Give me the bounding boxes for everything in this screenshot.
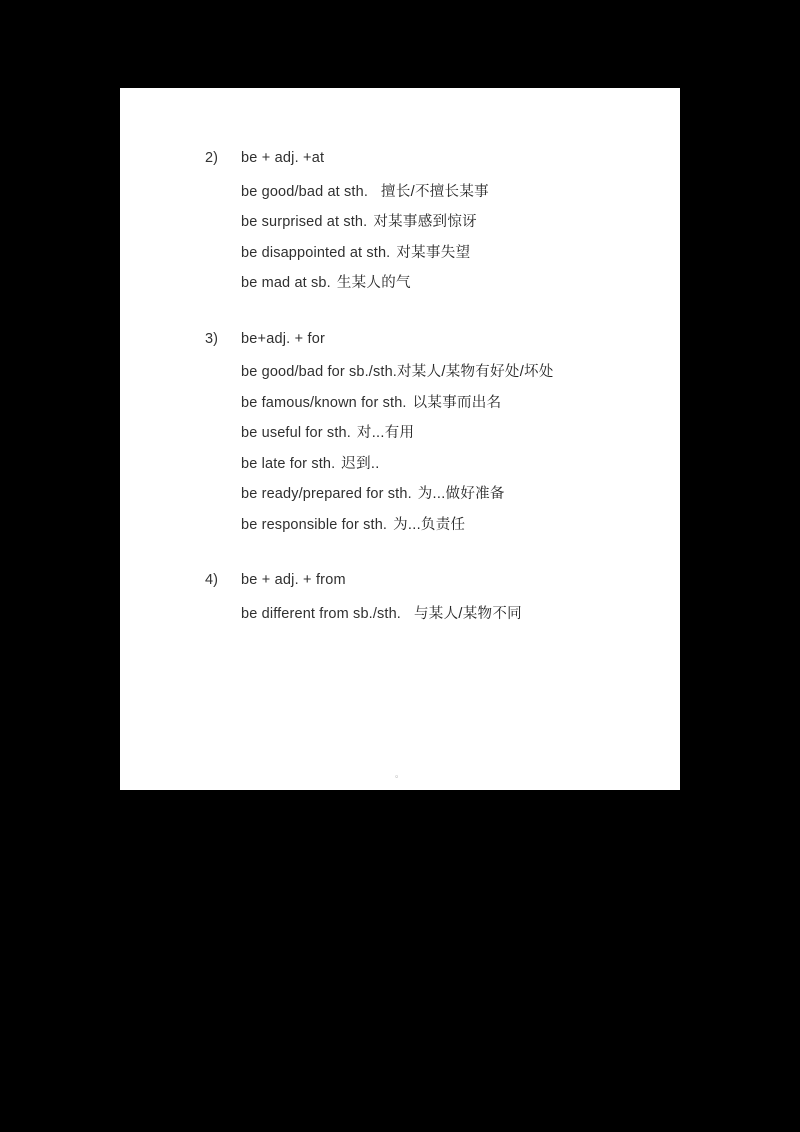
entry-english: be late for sth. [241,455,336,472]
entry-chinese: 以某事而出名 [412,394,502,411]
group-marker: 3) [205,330,218,347]
list-item [241,392,665,414]
group-title: be+adj. + for [241,330,326,347]
group-heading [205,570,665,592]
entry-chinese: 对某事失望 [396,244,471,261]
list-item [241,603,665,625]
list-item [241,453,665,475]
document-content [205,148,665,633]
entry-chinese: 对某事感到惊讶 [373,214,477,231]
list-item [241,514,665,536]
document-page [120,88,680,790]
entry-english: be famous/known for sth. [241,394,407,411]
entry-english: be mad at sb. [241,275,331,292]
group-title: be + adj. +at [241,150,325,166]
entry-english: be good/bad for sb./sth. [241,364,397,381]
group-title: be + adj. + from [241,572,346,589]
page-footer-mark: 。 [394,769,406,779]
group-marker: 4) [205,572,218,589]
entry-english: be useful for sth. [241,425,351,442]
list-item [241,181,665,203]
entry-chinese: 擅长/不擅长某事 [381,183,489,200]
entry-chinese: 与某人/某物不同 [414,605,522,622]
list-item [241,483,665,505]
entry-english: be disappointed at sth. [241,244,391,261]
entry-chinese: 为...做好准备 [417,486,505,503]
entry-chinese: 迟到.. [341,455,380,472]
group-marker: 2) [205,150,218,166]
list-item [241,361,665,383]
entry-chinese: 对...有用 [356,425,415,442]
entry-chinese: 对某人/某物有好处/坏处 [396,364,554,381]
list-item [241,242,665,264]
entry-english: be different from sb./sth. [241,605,401,622]
grammar-group [205,329,665,537]
entry-chinese: 为...负责任 [393,516,466,533]
list-item [241,211,665,233]
entry-english: be responsible for sth. [241,516,388,533]
list-item [241,422,665,444]
group-heading [205,329,665,351]
entry-chinese: 生某人的气 [336,275,411,292]
entry-english: be good/bad at sth. [241,183,369,200]
entry-english: be surprised at sth. [241,214,368,231]
grammar-group [205,148,665,295]
list-item [241,272,665,294]
group-heading [205,148,665,170]
entry-english: be ready/prepared for sth. [241,486,412,503]
grammar-group [205,570,665,625]
